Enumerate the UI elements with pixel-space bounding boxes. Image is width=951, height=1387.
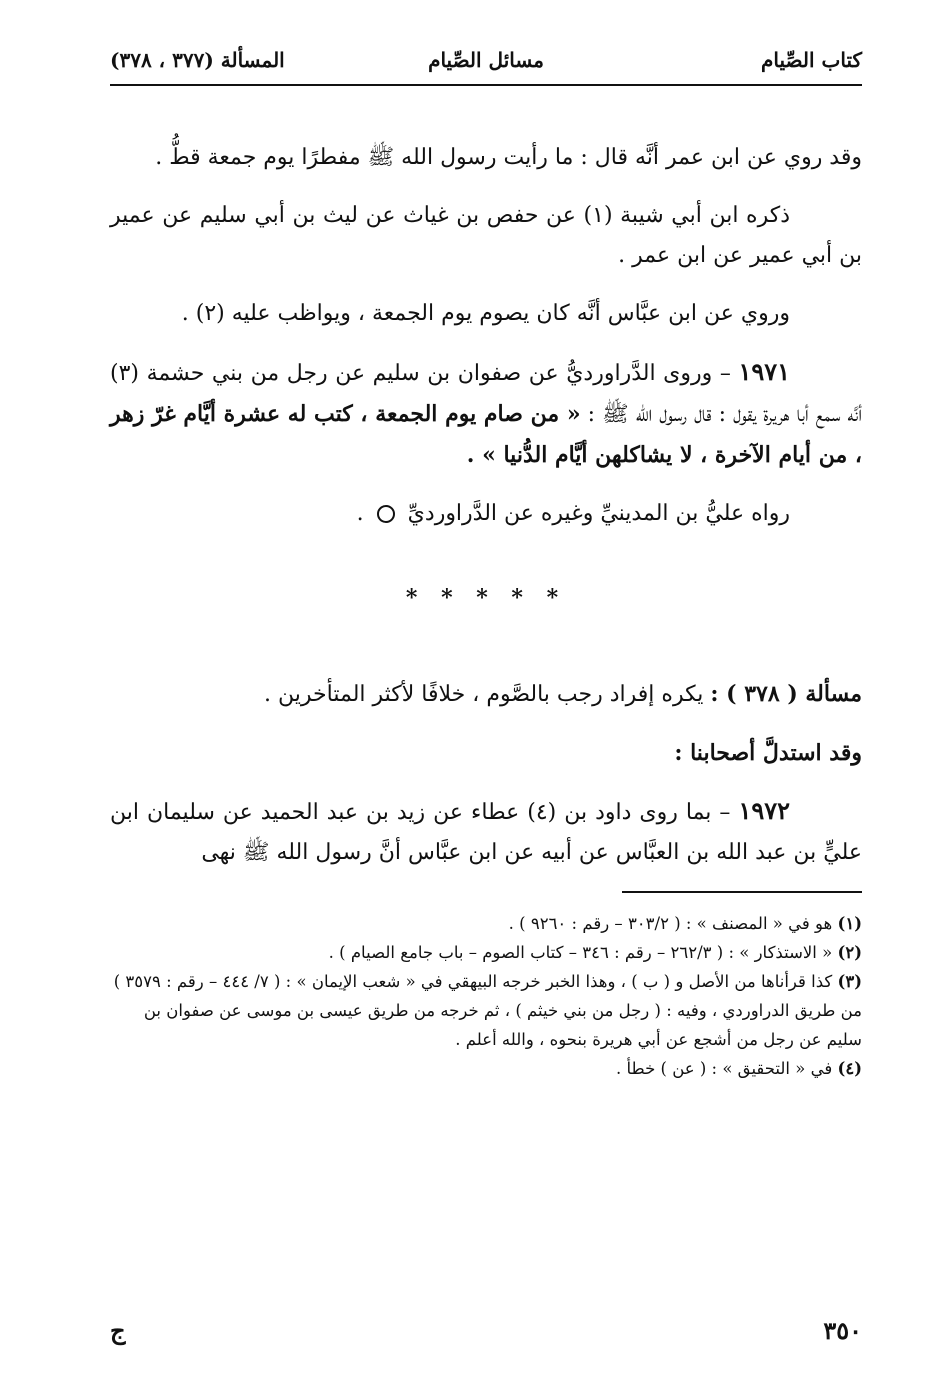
page-header	[110, 36, 862, 86]
paragraph-ibn-abbas: وروي عن ابن عبَّاس أنَّه كان يصوم يوم الجمعة ، ويواظب عليه (٢) .	[181, 301, 790, 326]
footnote	[110, 1054, 862, 1083]
signature-mark: ج	[110, 1316, 126, 1345]
document-page	[110, 36, 862, 1356]
footnote-text: « الاستذكار » : ( ٢٦٢/٣ – رقم : ٣٤٦ – كتاب الصوم – باب جامع الصيام ) .	[328, 943, 833, 962]
footnote	[110, 967, 862, 1054]
footnote-text: في « التحقيق » : ( عن ) خطأ .	[616, 1059, 833, 1078]
book-title: كتاب الصِّيام	[761, 48, 862, 72]
issue-range: المسألة (٣٧٧ ، ٣٧٨)	[110, 48, 285, 72]
masala-text: يكره إفراد رجب بالصَّوم ، خلافًا لأكثر المتأخرين .	[264, 682, 711, 707]
paragraph-narrated: رواه عليُّ بن المدينيِّ وغيره عن الدَّراورديِّ .	[356, 501, 790, 526]
hadith-quote: « من صام يوم الجمعة ، كتب له عشرة أيَّام غرّ زهر ، من أيام الآخرة ، لا يشاكلهن أيَّام الدُّنيا » .	[110, 401, 862, 468]
paragraph-ibn-umar: وقد روي عن ابن عمر أنَّه قال : ما رأيت رسول الله ﷺ مفطرًا يوم جمعة قطُّ .	[155, 145, 862, 170]
footnote	[110, 909, 862, 938]
paragraph-ibn-abi-shayba: ذكره ابن أبي شيبة (١) عن حفص بن غياث عن ليث بن أبي سليم عن عمير بن أبي عمير عن ابن عمر .	[110, 203, 862, 268]
hadith-number: ١٩٧٢	[738, 796, 790, 825]
footnotes	[110, 909, 862, 1083]
footnote-number: (٣)	[837, 972, 862, 991]
footnote-text: هو في « المصنف » : ( ٣٠٣/٢ – رقم : ٩٢٦٠ ) .	[508, 914, 833, 933]
footnote-number: (٤)	[837, 1059, 862, 1078]
footnote-text: كذا قرأناها من الأصل و ( ب ) ، وهذا الخبر خرجه البيهقي في « شعب الإيمان » : ( ٧/ ٤٤٤ – رقم : ٣٥٧٩ ) من طريق الدراوردي ، وفيه : ( رجل من بني خيثم ) ، ثم خرجه من طريق عيسى بن موسى عن صفوان بن سليم عن رجل من أشجع عن أبي هريرة بنحوه ، والله أعلم .	[113, 972, 862, 1049]
hadith-1972	[110, 791, 862, 873]
masala-title: مسألة ( ٣٧٨ ) :	[710, 681, 862, 707]
footnote-rule	[622, 891, 862, 893]
hadith-text: – بما روى داود بن (٤) عطاء عن زيد بن عبد الحميد عن سليمان ابن عليٍّ بن عبد الله بن العبَّاس عن أبيه عن ابن عبَّاس أنَّ رسول الله ﷺ نهى	[110, 800, 862, 865]
footnote	[110, 938, 862, 967]
hadith-text: – وروى الدَّراورديُّ عن صفوان بن سليم عن رجل من بني حشمة (٣) أنَّه سمع أبا هريرة يقول : قال رسول الله ﷺ :	[110, 361, 862, 427]
end-circle-icon	[377, 505, 395, 523]
footnote-number: (٢)	[837, 943, 862, 962]
hadith-number: ١٩٧١	[738, 357, 790, 386]
footnote-number: (١)	[837, 914, 862, 933]
istadal-heading: وقد استدلَّ أصحابنا :	[674, 740, 862, 766]
section-separator: * * * * *	[405, 585, 567, 611]
page-body	[110, 138, 862, 873]
masala-378	[110, 674, 862, 715]
section-title: مسائل الصِّيام	[428, 48, 544, 72]
narration-text: رواه عليُّ بن المدينيِّ وغيره عن الدَّراورديِّ	[407, 501, 790, 526]
page-number: ٣٥٠	[823, 1316, 862, 1345]
page-footer	[110, 1316, 862, 1356]
hadith-1971	[110, 352, 862, 476]
